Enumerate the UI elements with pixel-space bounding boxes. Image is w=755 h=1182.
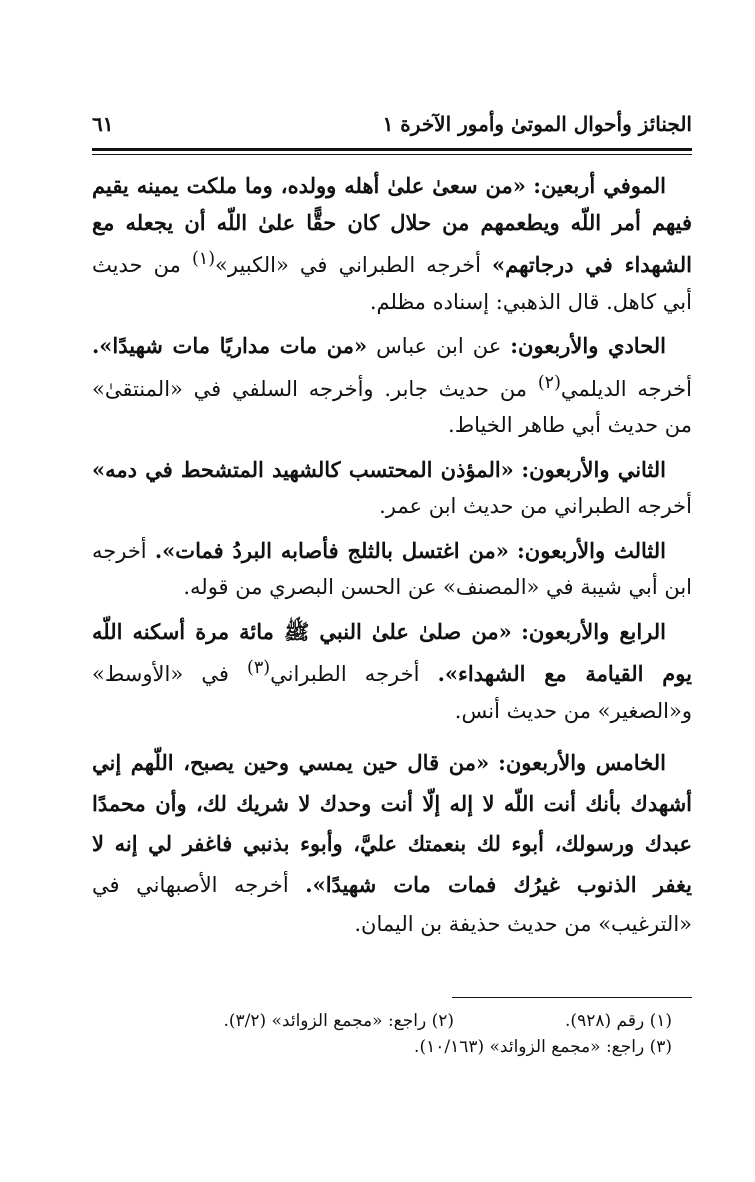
footnotes (92, 1008, 672, 1060)
citation-text: أخرجه الطبراني من حديث ابن عمر. (379, 494, 692, 518)
footnote-ref: (١) (191, 249, 216, 269)
running-title: الجنائز وأحوال الموتىٰ وأمور الآخرة ١ (382, 112, 692, 136)
paragraph-label: الثالث والأربعون: (517, 537, 666, 563)
paragraph-label: الموفي أربعين: (533, 173, 666, 198)
hadith-quote: «من قال حين يمسي وحين يصبح، اللّهم إني أشهدك بأنك أنت اللّه لا إله إلّا أنت وحدك لا شريك لك، وأن محمدًا عبدك ورسولك، أبوء لك بنعمتك عليَّ، وأبوء بذنبي فاغفر لي إنه لا يغفر الذنوب غيرُك فمات مات شهيدًا». (92, 750, 692, 897)
hadith-quote: «المؤذن المحتسب كالشهيد المتشحط في دمه» (92, 456, 514, 482)
citation-text: أخرجه الطبراني (270, 662, 420, 686)
citation-text: أخرجه الديلمي (560, 376, 692, 401)
footnote-1: (١) رقم (٩٢٨). (565, 1011, 672, 1031)
citation-text: أخرجه الطبراني في «الكبير» (215, 253, 481, 277)
footnote-row (92, 1034, 672, 1060)
paragraph-label: الخامس والأربعون: (498, 750, 666, 775)
hadith-quote: «من صلىٰ علىٰ النبي ﷺ مائة مرة أسكنه اللّه يوم القيامة مع الشهداء». (92, 618, 692, 686)
paragraph-41 (92, 328, 692, 444)
footnote-ref: (٣) (247, 658, 271, 678)
hadith-quote: «من مات مداريًا مات شهيدًا». (92, 333, 368, 358)
paragraph-44 (92, 614, 692, 730)
narrator-lead: عن ابن عباس (376, 334, 502, 358)
page-header (92, 112, 692, 146)
header-rule-thin (92, 154, 692, 155)
paragraph-label: الرابع والأربعون: (521, 618, 667, 644)
page-number: ٦١ (92, 112, 114, 136)
main-text (92, 168, 692, 953)
footnote-ref: (٢) (537, 372, 561, 393)
citation-text: أخرجه الأصبهاني في «الترغيب» من حديث حذيفة بن اليمان. (92, 872, 692, 936)
citation-tail: من حديث جابر. وأخرجه السلفي في «المنتقىٰ» من حديث أبي طاهر الخياط. (92, 376, 692, 437)
paragraph-43 (92, 533, 692, 606)
paragraph-label: الحادي والأربعون: (510, 333, 666, 358)
citation-text: أخرجه ابن أبي شيبة في «المصنف» عن الحسن البصري من قوله. (92, 538, 692, 599)
paragraph-45 (92, 743, 692, 945)
footnote-2: (٢) راجع: «مجمع الزوائد» (٣/٢). (223, 1011, 454, 1031)
citation-tail: من حديث أبي كاهل. قال الذهبي: إسناده مظلم. (92, 253, 692, 314)
footnote-separator (452, 997, 692, 998)
citation-tail: في «الأوسط» و«الصغير» من حديث أنس. (92, 662, 692, 723)
hadith-quote: «من سعىٰ علىٰ أهله وولده، وما ملكت يمينه يقيم فيهم أمر اللّه ويطعمهم من حلال كان حقًّا علىٰ اللّه أن يجعله مع الشهداء في درجاتهم» (92, 173, 692, 277)
hadith-quote: «من اغتسل بالثلج فأصابه البردُ فمات». (154, 537, 509, 563)
footnote-3: (٣) راجع: «مجمع الزوائد» (١٠/١٦٣). (414, 1037, 672, 1057)
footnote-row (92, 1008, 672, 1034)
paragraph-label: الثاني والأربعون: (521, 456, 667, 482)
header-rule-thick (92, 148, 692, 151)
paragraph-42 (92, 452, 692, 525)
paragraph-40 (92, 168, 692, 320)
